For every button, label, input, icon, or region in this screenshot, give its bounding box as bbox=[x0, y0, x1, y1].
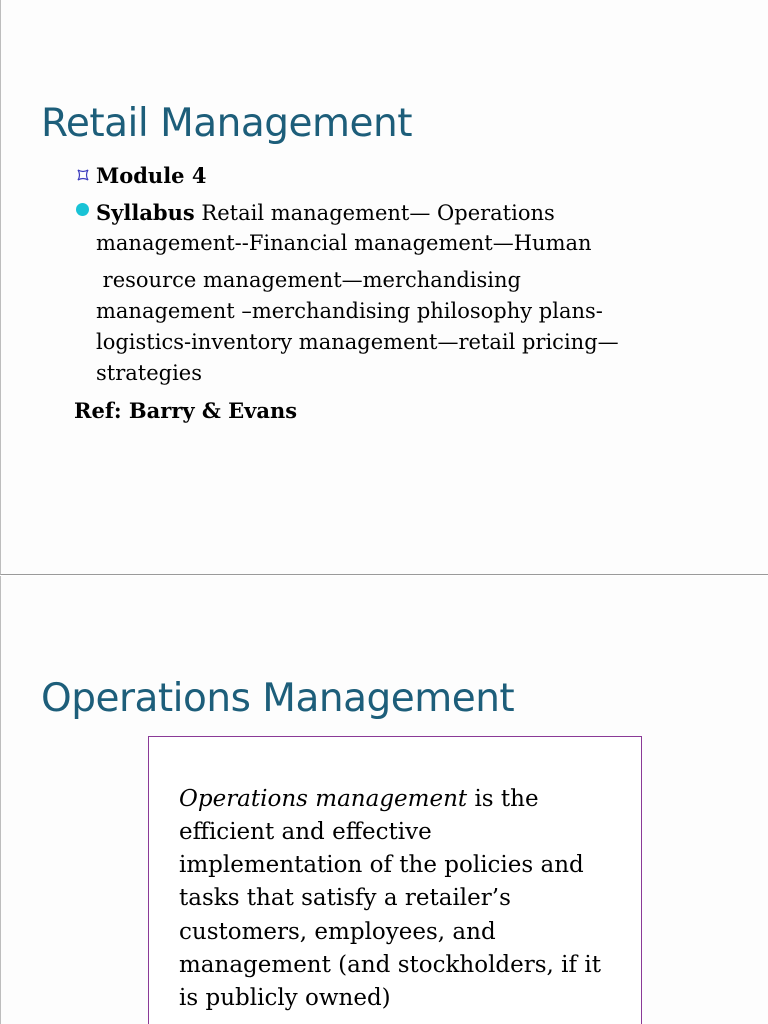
definition-line-4: tasks that satisfy a retailer’s bbox=[179, 885, 511, 911]
syllabus-line-2: management--Financial management—Human bbox=[96, 231, 592, 255]
definition-line-1 bbox=[179, 788, 539, 811]
dot-bullet-icon bbox=[76, 203, 89, 216]
syllabus-label: Syllabus bbox=[96, 200, 195, 225]
definition-term: Operations management bbox=[179, 786, 468, 812]
syllabus-line-1 bbox=[96, 202, 555, 224]
slide-title: Operations Management bbox=[41, 676, 515, 721]
definition-box bbox=[148, 736, 642, 1024]
syllabus-text: Retail management— Operations bbox=[201, 201, 555, 225]
definition-line-7: is publicly owned) bbox=[179, 985, 391, 1011]
syllabus-line-3: resource management—merchandising bbox=[96, 268, 521, 292]
star-bullet-icon bbox=[76, 167, 90, 181]
syllabus-line-5: logistics-inventory management—retail pricing— bbox=[96, 330, 619, 354]
definition-text: is the bbox=[467, 786, 539, 812]
slide-operations-management bbox=[0, 576, 768, 1024]
definition-line-2: efficient and effective bbox=[179, 819, 432, 845]
reference-text: Ref: Barry & Evans bbox=[74, 398, 298, 423]
syllabus-line-4: management –merchandising philosophy plans- bbox=[96, 299, 603, 323]
definition-line-5: customers, employees, and bbox=[179, 919, 496, 945]
definition-line-3: implementation of the policies and bbox=[179, 852, 584, 878]
definition-line-6: management (and stockholders, if it bbox=[179, 952, 601, 978]
slide-title: Retail Management bbox=[41, 101, 413, 146]
module-label: Module 4 bbox=[96, 163, 207, 188]
syllabus-line-6: strategies bbox=[96, 361, 203, 385]
